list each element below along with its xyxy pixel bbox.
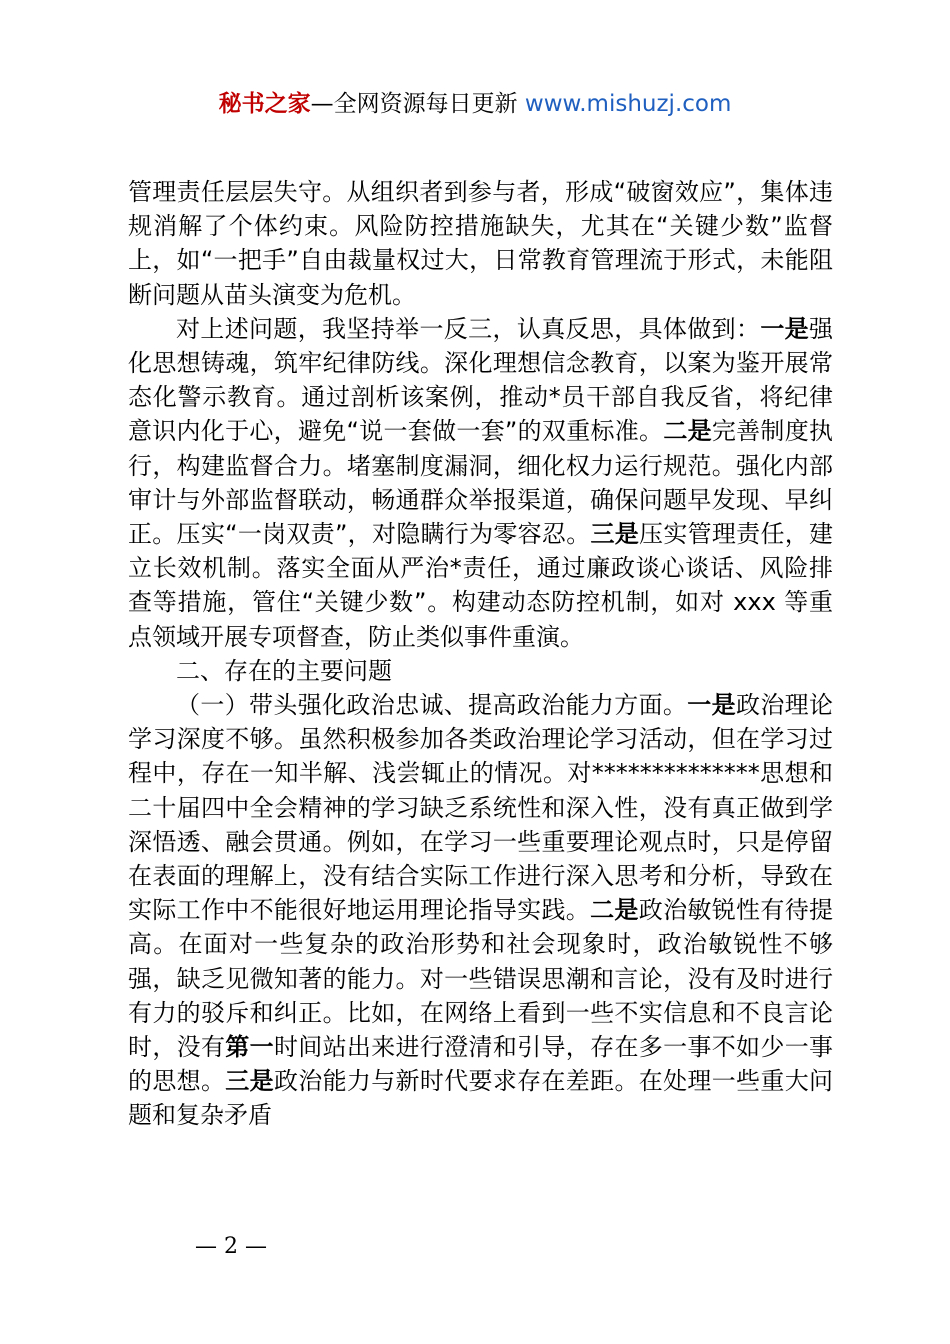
- section-heading: [128, 654, 833, 688]
- bold-marker: 三是: [590, 520, 640, 549]
- document-body: [128, 175, 833, 1133]
- bold-marker: 三是: [225, 1067, 274, 1096]
- text-run: 时间站出来进行澄清和引导，存在多一事不如少一事的思想。: [128, 1033, 834, 1096]
- bold-marker: 一是: [760, 314, 810, 343]
- text-run: 政治敏锐性有待提高。在面对一些复杂的政治形势和社会现象时，政治敏锐性不够强，缺乏见微知著的能力。对一些错误思潮和言论，没有及时进行有力的驳斥和纠正。比如，在网络上看到一些不实信息和不良言论时，没有: [128, 896, 834, 1062]
- text-run: 政治理论学习深度不够。虽然积极参加各类政治理论学习活动，但在学习过程中，存在一知半解、浅尝辄止的情况。对**************思想和二十届四中全会精神的学习缺乏系统性和深入性，没有真正做到学深悟透、融会贯通。例如，在学习一些重要理论观点时，只是停留在表面的理解上，没有结合实际工作进行深入思考和分析，导致在实际工作中不能很好地运用理论指导实践。: [128, 691, 834, 925]
- text-run: 对上述问题，我坚持举一反三，认真反思，具体做到：: [176, 314, 761, 343]
- paragraph: [128, 688, 833, 1133]
- text-run: 二、存在的主要问题: [176, 656, 392, 685]
- paragraph: [128, 312, 833, 654]
- bold-marker: 二是: [663, 417, 712, 446]
- site-header: [0, 88, 950, 120]
- header-slogan: —全网资源每日更新: [310, 91, 525, 117]
- text-run: 强化思想铸魂，筑牢纪律防线。深化理想信念教育，以案为鉴开展常态化警示教育。通过剖析该案例，推动*员干部自我反省，将纪律意识内化于心，避免“说一套做一套”的双重标准。: [128, 314, 834, 446]
- page-number: — 2 —: [195, 1234, 267, 1259]
- paragraph: [128, 175, 833, 312]
- site-url[interactable]: www.mishuzj.com: [524, 91, 732, 117]
- text-run: 政治能力与新时代要求存在差距。在处理一些重大问题和复杂矛盾: [128, 1067, 834, 1130]
- text-run: 管理责任层层失守。从组织者到参与者，形成“破窗效应”，集体违规消解了个体约束。风险防控措施缺失，尤其在“关键少数”监督上，如“一把手”自由裁量权过大，日常教育管理流于形式，未能阻断问题从苗头演变为危机。: [128, 178, 833, 309]
- text-run: （一）带头强化政治忠诚、提高政治能力方面。: [176, 691, 688, 720]
- bold-marker: 第一: [225, 1033, 274, 1062]
- text-run: 完善制度执行，构建监督合力。堵塞制度漏洞，细化权力运行规范。强化内部审计与外部监督联动，畅通群众举报渠道，确保问题早发现、早纠正。压实“一岗双责”，对隐瞒行为零容忍。: [128, 417, 833, 549]
- bold-marker: 二是: [590, 896, 639, 925]
- text-run: 压实管理责任，建立长效机制。落实全面从严治*责任，通过廉政谈心谈话、风险排查等措施，管住“关键少数”。构建动态防控机制，如对 xxx 等重点领域开展专项督查，防止类似事件重演。: [128, 520, 834, 651]
- bold-marker: 一是: [687, 691, 736, 720]
- brand-name: 秘书之家: [218, 91, 311, 117]
